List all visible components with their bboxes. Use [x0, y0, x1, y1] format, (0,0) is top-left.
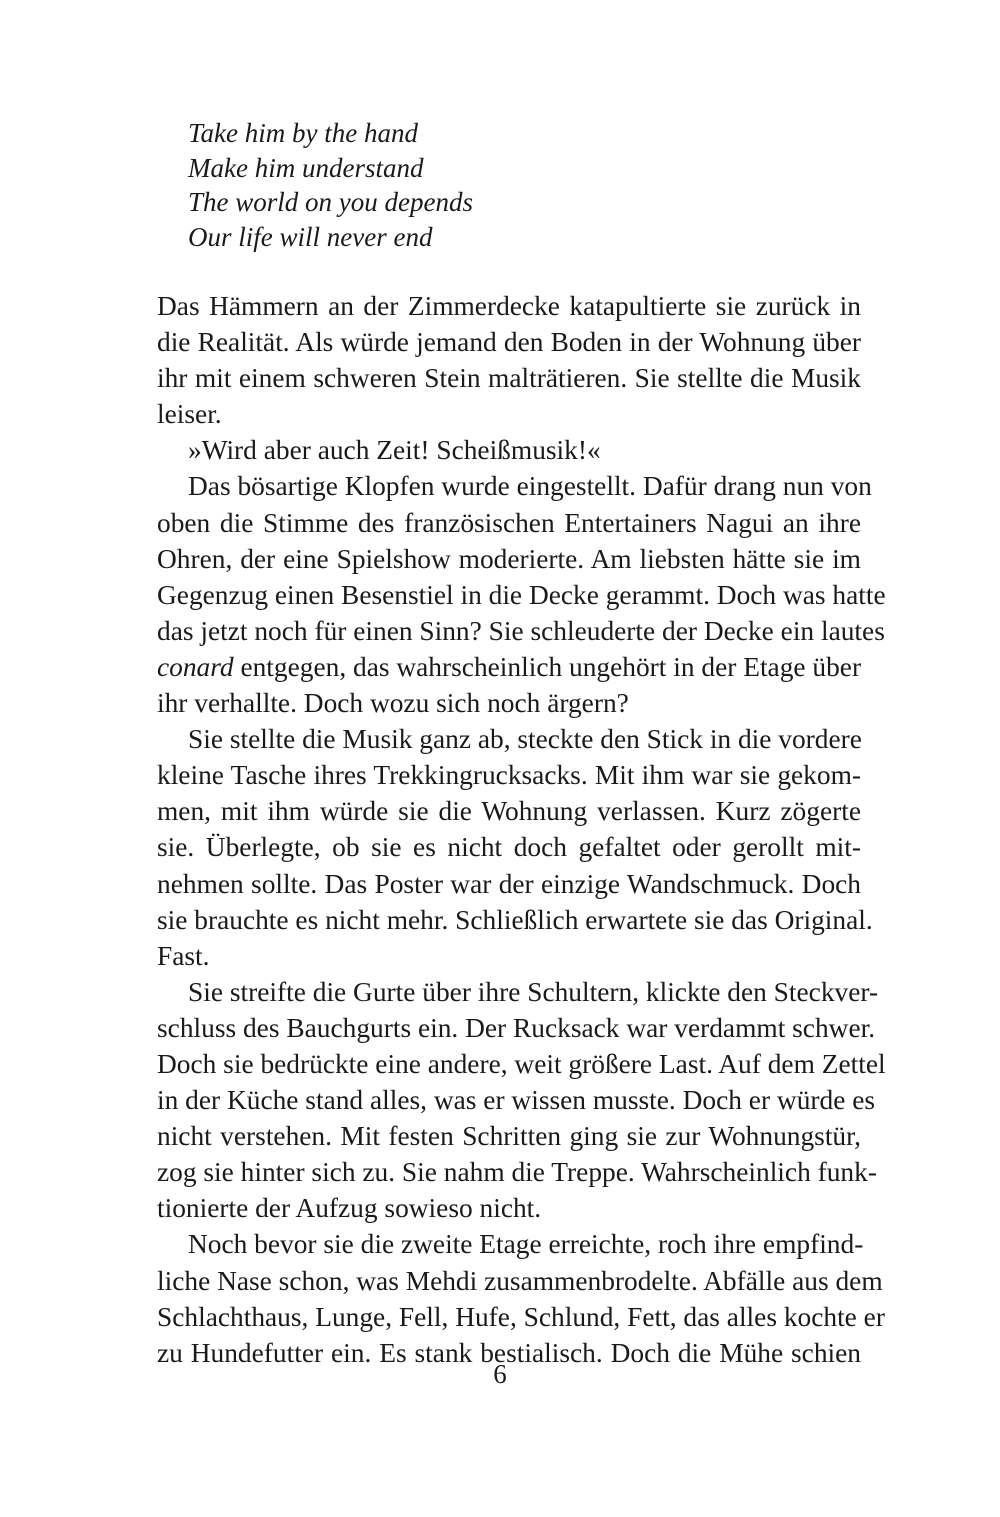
text-line: tionierte der Aufzug sowieso nicht. [157, 1193, 542, 1224]
text-line: Doch sie bedrückte eine andere, weit größere Last. Auf dem Zettel [157, 1048, 886, 1079]
text-line: schluss des Bauchgurts ein. Der Rucksack war verdammt schwer. [157, 1012, 876, 1043]
text-line: kleine Tasche ihres Trekkingrucksacks. Mit ihm war sie gekom- [157, 760, 861, 791]
text-line: in der Küche stand alles, was er wissen musste. Doch er würde es [157, 1085, 876, 1116]
verse-line: Take him by the hand [188, 118, 418, 148]
text-line: ihr mit einem schweren Stein malträtieren. Sie stellte die Musik [157, 363, 861, 394]
paragraph [157, 1226, 885, 1370]
paragraph [157, 721, 873, 974]
text-line: Gegenzug einen Besenstiel in die Decke gerammt. Doch was hatte [157, 579, 886, 610]
paragraph [157, 974, 886, 1227]
text-line: sie brauchte es nicht mehr. Schließlich erwartete sie das Original. [157, 904, 873, 935]
text-line: nicht verstehen. Mit festen Schritten ging sie zur Wohnungstür, [157, 1121, 861, 1152]
verse-line: Make him understand [188, 152, 424, 183]
text-line: ihr verhallte. Doch wozu sich noch ärgern? [157, 688, 629, 719]
text-line: zog sie hinter sich zu. Sie nahm die Treppe. Wahrscheinlich funk- [157, 1157, 877, 1188]
text-line: Ohren, der eine Spielshow moderierte. Am liebsten hätte sie im [157, 543, 861, 574]
verse-line: The world on you depends [188, 187, 473, 217]
text-line: »Wird aber auch Zeit! Scheißmusik!« [188, 435, 601, 466]
text-line: Schlachthaus, Lunge, Fell, Hufe, Schlund, Fett, das alles kochte er [157, 1301, 885, 1332]
italic-word: conard [157, 651, 234, 682]
text-line: die Realität. Als würde jemand den Boden in der Wohnung über [157, 327, 861, 358]
body-text [157, 288, 886, 1371]
paragraph [157, 432, 861, 468]
text-line: nehmen sollte. Das Poster war der einzige Wandschmuck. Doch [157, 868, 861, 899]
text-line: Das Hämmern an der Zimmerdecke katapultierte sie zurück in [157, 291, 861, 321]
text-line: men, mit ihm würde sie die Wohnung verlassen. Kurz zögerte [157, 796, 861, 827]
text-line: Das bösartige Klopfen wurde eingestellt. Dafür drang nun von [188, 471, 872, 502]
text-line: leiser. [157, 399, 222, 430]
paragraph [157, 468, 886, 721]
text-fragment: entgegen, das wahrscheinlich ungehört in der Etage über [240, 651, 862, 682]
song-lyrics-verse [188, 116, 888, 254]
text-line: Fast. [157, 940, 210, 971]
verse-line: Our life will never end [188, 221, 433, 252]
text-line: das jetzt noch für einen Sinn? Sie schleuderte der Decke ein lautes [157, 615, 885, 646]
text-line: liche Nase schon, was Mehdi zusammenbrodelte. Abfälle aus dem [157, 1265, 883, 1296]
text-line: oben die Stimme des französischen Entertainers Nagui an ihre [157, 507, 861, 538]
text-line-mixed [157, 649, 861, 685]
page-number: 6 [493, 1359, 507, 1389]
text-line: Sie streifte die Gurte über ihre Schultern, klickte den Steckver- [188, 976, 879, 1007]
text-line: Noch bevor sie die zweite Etage erreichte, roch ihre empfind- [188, 1229, 864, 1260]
text-line: Sie stellte die Musik ganz ab, steckte den Stick in die vordere [188, 724, 862, 755]
paragraph [157, 288, 861, 432]
text-line: sie. Überlegte, ob sie es nicht doch gefaltet oder gerollt mit- [157, 832, 861, 863]
text-line: zu Hundefutter ein. Es stank bestialisch. Doch die Mühe schien [157, 1337, 861, 1368]
